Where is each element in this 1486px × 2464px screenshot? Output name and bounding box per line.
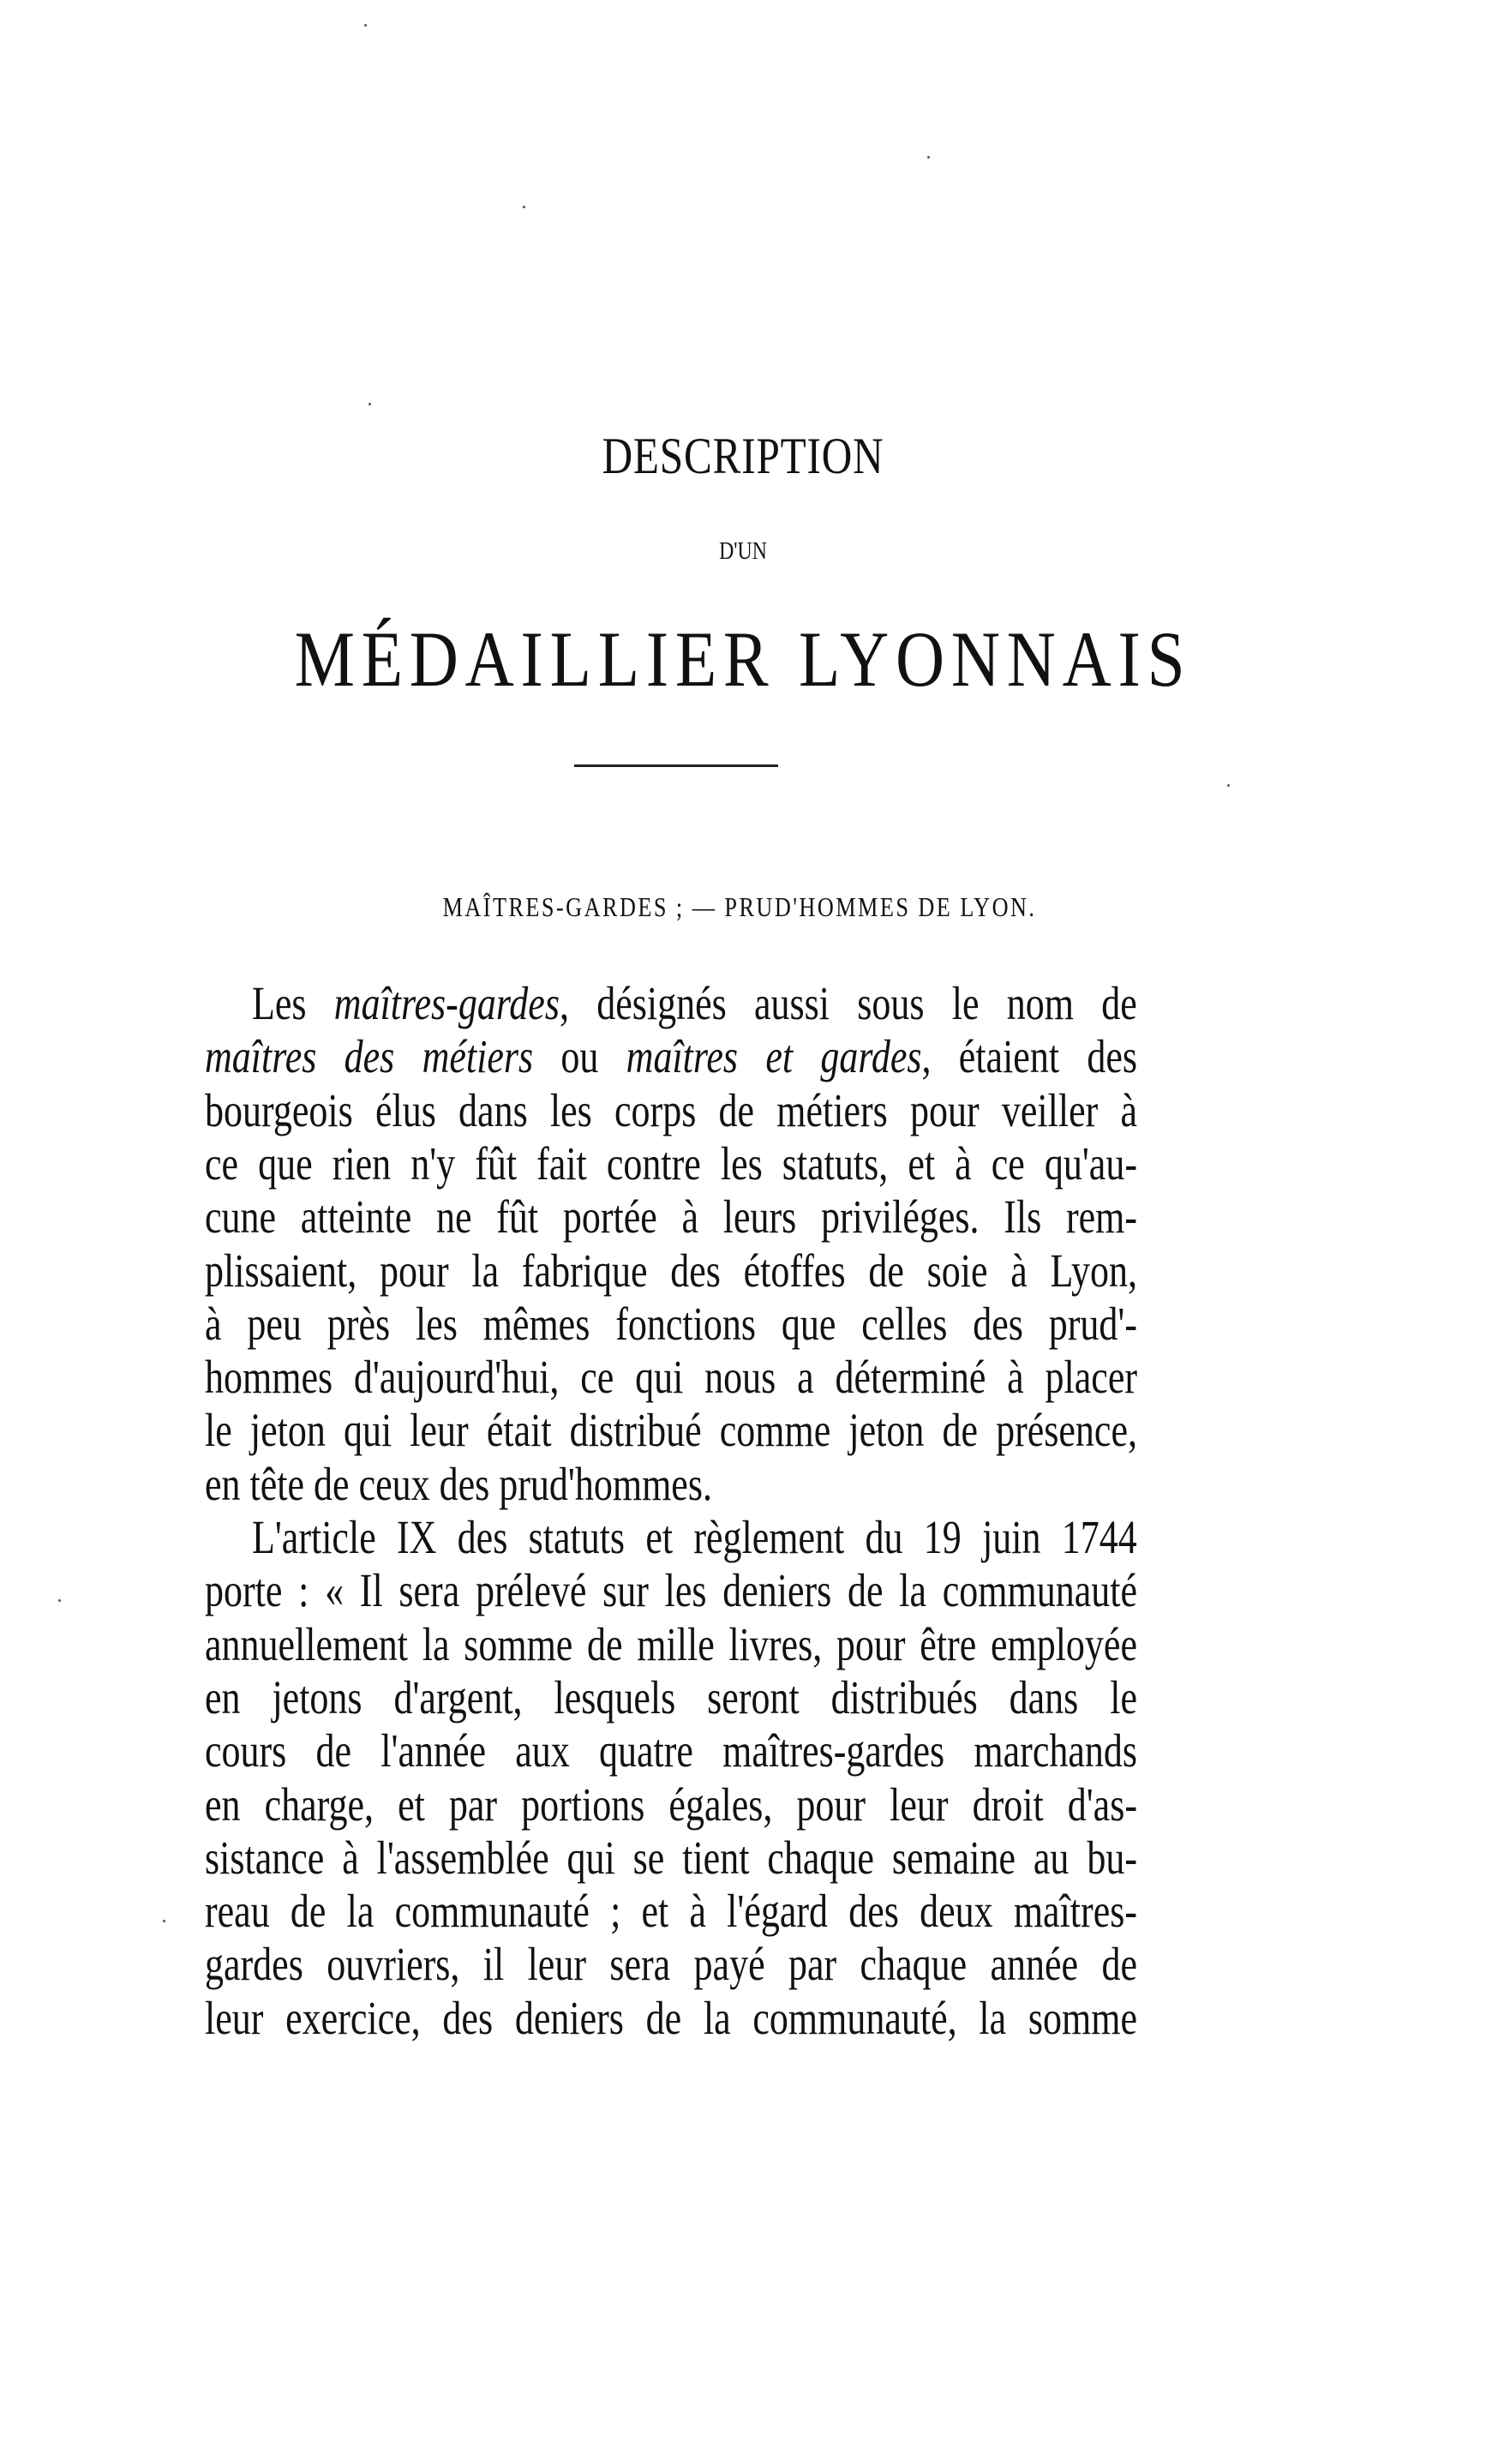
text-segment: sistance à l'assemblée qui se tient chaque semaine au bu-: [205, 1831, 1137, 1884]
text-segment: ou: [533, 1030, 626, 1083]
text-segment: gardes ouvriers, il leur sera payé par chaque année de: [205, 1938, 1137, 1991]
title-dun: D'UN: [719, 538, 767, 565]
italic-term: maîtres et gardes: [626, 1030, 922, 1083]
text-line: [205, 1244, 1137, 1298]
text-line: [205, 1084, 1137, 1137]
text-segment: en charge, et par portions égales, pour leur droit d'as-: [205, 1778, 1137, 1831]
text-line: [205, 1351, 1137, 1404]
title-divider: [574, 764, 778, 767]
text-segment: porte : « Il sera prélevé sur les deniers de la communauté: [205, 1564, 1137, 1617]
print-speck: [364, 24, 367, 27]
text-line: [205, 1030, 1137, 1083]
text-segment: hommes d'aujourd'hui, ce qui nous a déterminé à placer: [205, 1351, 1137, 1404]
print-speck: [369, 403, 371, 405]
text-line: [205, 1137, 1137, 1190]
text-line: [252, 1511, 1137, 1564]
text-segment: le jeton qui leur était distribué comme jeton de présence,: [205, 1404, 1137, 1457]
print-speck: [927, 156, 930, 159]
print-speck: [163, 1920, 165, 1922]
text-segment: Les: [252, 977, 334, 1029]
italic-term: maîtres des métiers: [205, 1030, 534, 1083]
text-segment: reau de la communauté ; et à l'égard des deux maîtres-: [205, 1885, 1137, 1938]
print-speck: [523, 206, 525, 208]
print-speck: [58, 1599, 61, 1602]
text-segment: plissaient, pour la fabrique des étoffes de soie à Lyon,: [205, 1244, 1137, 1297]
main-title: MÉDAILLIER LYONNAIS: [294, 615, 1192, 703]
text-segment: à peu près les mêmes fonctions que celles des prud'-: [205, 1297, 1137, 1350]
text-line: [205, 1938, 1137, 1991]
text-segment: cours de l'année aux quatre maîtres-gardes marchands: [205, 1724, 1137, 1778]
text-line: [205, 1832, 1137, 1885]
section-heading: MAÎTRES-GARDES ; — PRUD'HOMMES DE LYON.: [442, 891, 1037, 922]
text-line: [205, 1885, 1137, 1938]
text-segment: en tête de ceux des prud'hommes.: [205, 1457, 712, 1510]
italic-term: maîtres-gardes: [333, 977, 560, 1029]
text-segment: cune atteinte ne fût portée à leurs priviléges. Ils rem-: [205, 1190, 1137, 1244]
text-segment: , désignés aussi sous le nom de: [559, 977, 1137, 1029]
text-segment: L'article IX des statuts et règlement du 19 juin 1744: [252, 1511, 1137, 1563]
text-segment: annuellement la somme de mille livres, pour être employée: [205, 1617, 1137, 1670]
text-segment: bourgeois élus dans les corps de métiers pour veiller à: [205, 1083, 1137, 1136]
text-segment: , étaient des: [921, 1030, 1137, 1083]
text-line: [252, 977, 1137, 1030]
text-line: [205, 1778, 1137, 1832]
text-segment: ce que rien n'y fût fait contre les statuts, et à ce qu'au-: [205, 1136, 1137, 1190]
print-speck: [1227, 784, 1230, 787]
text-segment: leur exercice, des deniers de la communauté, la somme: [205, 1991, 1137, 2044]
text-line: [205, 1298, 1137, 1351]
text-line: [205, 1458, 1137, 1511]
text-line: [205, 1404, 1137, 1457]
text-line: [205, 1992, 1137, 2045]
text-segment: en jetons d'argent, lesquels seront distribués dans le: [205, 1670, 1137, 1724]
text-line: [205, 1671, 1137, 1724]
title-description: DESCRIPTION: [602, 428, 884, 484]
text-line: [205, 1564, 1137, 1617]
text-line: [205, 1724, 1137, 1778]
text-line: [205, 1618, 1137, 1671]
text-line: [205, 1190, 1137, 1244]
